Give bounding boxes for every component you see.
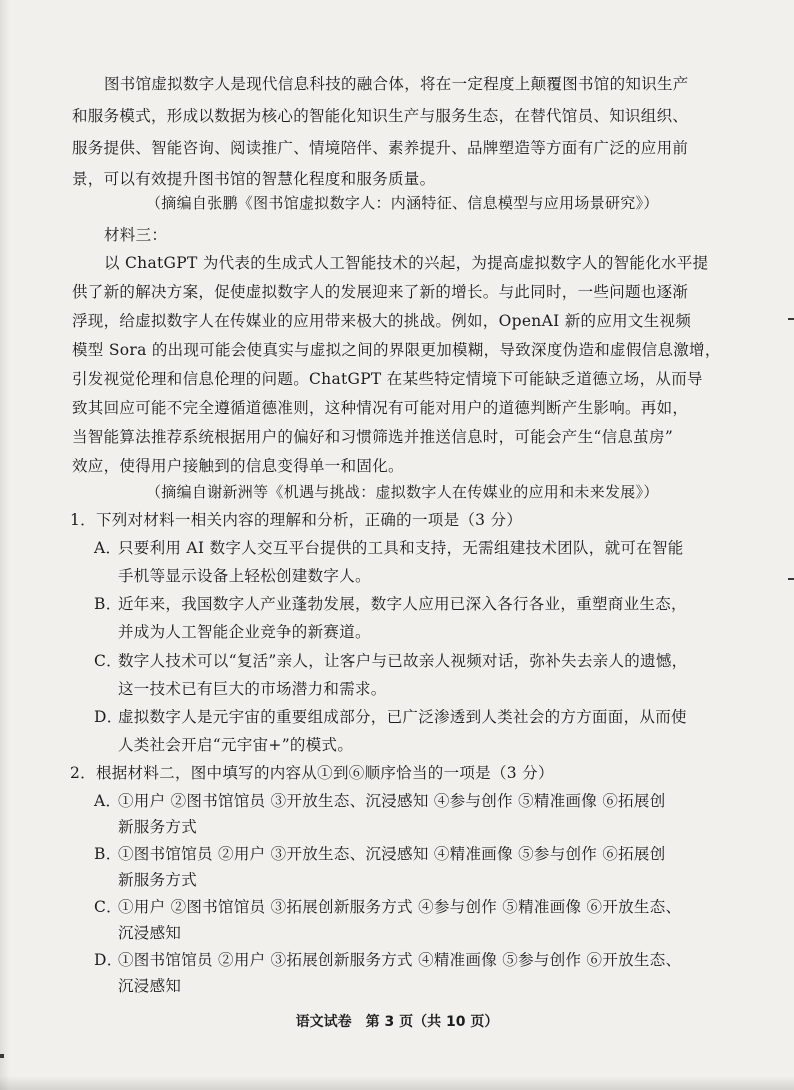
material2-line-1: 图书馆虚拟数字人是现代信息科技的融合体，将在一定程度上颠覆图书馆的知识生产 bbox=[104, 75, 689, 93]
page-footer: 语文试卷 第 3 页（共 10 页） bbox=[295, 1014, 499, 1030]
material3-line-4: 模型 Sora 的出现可能会使真实与虚拟之间的界限更加模糊，导致深度伪造和虚假信息激增， bbox=[72, 341, 721, 359]
scan-edge-mark bbox=[0, 1054, 4, 1058]
option-text: ①用户 ②图书馆馆员 ③开放生态、沉浸感知 ④参与创作 ⑤精准画像 ⑥拓展创 bbox=[118, 792, 666, 810]
option-letter: C． bbox=[94, 898, 122, 916]
material3-line-3: 浮现，给虚拟数字人在传媒业的应用带来极大的挑战。例如，OpenAI 新的应用文生视频 bbox=[72, 312, 692, 330]
q1-option-d-cont: 人类社会开启“元宇宙+”的模式。 bbox=[118, 736, 354, 754]
option-text: ①图书馆馆员 ②用户 ③拓展创新服务方式 ④精准画像 ⑤参与创作 ⑥开放生态、 bbox=[118, 951, 682, 969]
q1-option-c-cont: 这一技术已有巨大的市场潜力和需求。 bbox=[118, 680, 387, 698]
option-letter: D． bbox=[94, 951, 123, 969]
option-letter: D． bbox=[94, 708, 123, 726]
material3-line-1: 以 ChatGPT 为代表的生成式人工智能技术的兴起，为提高虚拟数字人的智能化水平提 bbox=[104, 254, 709, 272]
material3-heading: 材料三： bbox=[104, 226, 168, 244]
q1-option-a[interactable] bbox=[94, 538, 684, 558]
material3-line-7: 当智能算法推荐系统根据用户的偏好和习惯筛选并推送信息时，可能会产生“信息茧房” bbox=[72, 428, 674, 446]
material3-line-2: 供了新的解决方案，促使虚拟数字人的发展迎来了新的增长。与此同时，一些问题也逐渐 bbox=[72, 283, 689, 301]
q2-option-c-cont: 沉浸感知 bbox=[118, 924, 182, 942]
option-text: 虚拟数字人是元宇宙的重要组成部分，已广泛渗透到人类社会的方方面面，从而使 bbox=[118, 708, 687, 726]
q2-option-b[interactable] bbox=[94, 844, 666, 864]
scan-shadow-bottom bbox=[0, 1076, 794, 1090]
option-text: 近年来，我国数字人产业蓬勃发展，数字人应用已深入各行各业，重塑商业生态， bbox=[118, 595, 687, 613]
material3-line-8: 效应，使得用户接触到的信息变得单一和固化。 bbox=[72, 457, 404, 475]
material3-line-6: 致其回应可能不完全遵循道德准则，这种情况有可能对用户的道德判断产生影响。再如， bbox=[72, 399, 689, 417]
q1-stem: 1．下列对材料一相关内容的理解和分析，正确的一项是（3 分） bbox=[70, 511, 523, 529]
scan-shadow-left bbox=[0, 0, 10, 1090]
material2-source: （摘编自张鹏《图书馆虚拟数字人：内涵特征、信息模型与应用场景研究》） bbox=[146, 194, 659, 212]
option-letter: B． bbox=[94, 845, 122, 863]
q2-option-c[interactable] bbox=[94, 897, 681, 917]
q2-option-b-cont: 新服务方式 bbox=[118, 871, 198, 889]
material2-line-2: 和服务模式，形成以数据为核心的智能化知识生产与服务生态，在替代馆员、知识组织、 bbox=[72, 107, 689, 125]
option-text: ①图书馆馆员 ②用户 ③开放生态、沉浸感知 ④精准画像 ⑤参与创作 ⑥拓展创 bbox=[118, 845, 666, 863]
material3-line-5: 引发视觉伦理和信息伦理的问题。ChatGPT 在某些特定情境下可能缺乏道德立场，从而导 bbox=[72, 370, 703, 388]
option-letter: A． bbox=[94, 539, 122, 557]
option-text: ①用户 ②图书馆馆员 ③拓展创新服务方式 ④参与创作 ⑤精准画像 ⑥开放生态、 bbox=[118, 898, 682, 916]
q2-stem: 2．根据材料二，图中填写的内容从①到⑥顺序恰当的一项是（3 分） bbox=[70, 764, 554, 782]
material2-line-4: 景，可以有效提升图书馆的智慧化程度和服务质量。 bbox=[72, 170, 436, 188]
option-letter: B． bbox=[94, 595, 122, 613]
option-letter: A． bbox=[94, 792, 122, 810]
material3-source: （摘编自谢新洲等《机遇与挑战：虚拟数字人在传媒业的应用和未来发展》） bbox=[146, 483, 659, 501]
q2-option-a[interactable] bbox=[94, 791, 666, 811]
q1-option-b[interactable] bbox=[94, 594, 687, 614]
option-letter: C． bbox=[94, 652, 122, 670]
material2-line-3: 服务提供、智能咨询、阅读推广、情境陪伴、素养提升、品牌塑造等方面有广泛的应用前 bbox=[72, 139, 689, 157]
q2-option-d[interactable] bbox=[94, 950, 681, 970]
option-text: 只要利用 AI 数字人交互平台提供的工具和支持，无需组建技术团队，就可在智能 bbox=[118, 539, 684, 557]
q1-option-b-cont: 并成为人工智能企业竞争的新赛道。 bbox=[118, 623, 371, 641]
q2-option-a-cont: 新服务方式 bbox=[118, 818, 198, 836]
scan-edge-mark bbox=[788, 578, 794, 580]
scan-edge-mark bbox=[788, 318, 794, 320]
q1-option-c[interactable] bbox=[94, 651, 687, 671]
option-text: 数字人技术可以“复活”亲人，让客户与已故亲人视频对话，弥补失去亲人的遗憾， bbox=[118, 652, 688, 670]
q2-option-d-cont: 沉浸感知 bbox=[118, 977, 182, 995]
q1-option-a-cont: 手机等显示设备上轻松创建数字人。 bbox=[118, 567, 371, 585]
q1-option-d[interactable] bbox=[94, 707, 687, 727]
